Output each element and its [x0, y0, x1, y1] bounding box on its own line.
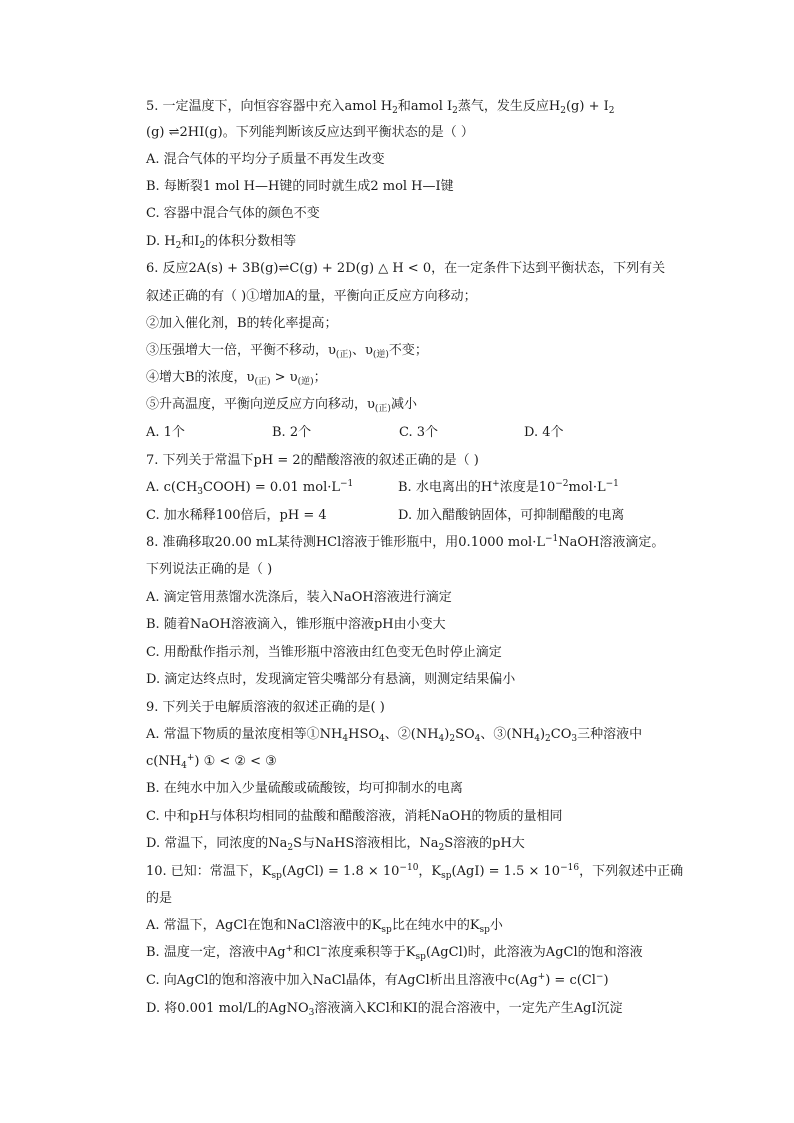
q7-option-b: B. 水电离出的H+浓度是$10^{-2}mol\cdot L^{-1}$: [398, 479, 619, 495]
q6-stem-line2: 叙述正确的有（ )①增加A的量，平衡向正反应方向移动；: [146, 289, 477, 304]
q10-stem-line1: 10. 已知：常温下，$K_{sp}(AgCl) = 1.8 \times 10^{-10}$，$K_{sp}(AgI) = 1.5 \times 10^{-16}$，下列叙述中正确: [146, 863, 684, 881]
q6-option-d: D. 4个: [524, 425, 564, 440]
q9-option-d: D. 常温下，同浓度的$Na_2S$与NaHS溶液相比，$Na_2S$溶液的pH大: [146, 836, 525, 853]
q10-stem-line2: 的是: [146, 891, 173, 906]
q6-item-3: ③压强增大一倍，平衡不移动，$\upsilon_{(正)}$、$\upsilon_{(逆)}$不变；: [146, 343, 428, 360]
q7-stem: 7. 下列关于常温下pH = 2的醋酸溶液的叙述正确的是（ ): [146, 453, 479, 468]
q6-item-5: ⑤升高温度，平衡向逆反应方向移动，$\upsilon_{(正)}$减小: [146, 397, 417, 414]
q5-option-d: D. $H_2$和$I_2$的体积分数相等: [146, 234, 297, 251]
q7-option-c: C. 加水稀释100倍后，pH = 4: [146, 508, 327, 523]
q9-stem: 9. 下列关于电解质溶液的叙述正确的是( ): [146, 700, 385, 715]
q10-option-d: D. 将0.001 mol/L的AgNO$_3$溶液滴入KCl和KI的混合溶液中，一定先产生AgI沉淀: [146, 1001, 623, 1018]
q8-option-d: D. 滴定达终点时，发现滴定管尖嘴部分有悬滴，则测定结果偏小: [146, 672, 516, 687]
q8-stem-line1: 8. 准确移取20.00 mL某待测HCl溶液于锥形瓶中，用0.1000 $mol\cdot L^{-1}NaOH$溶液滴定。: [146, 534, 665, 550]
q7-option-a: A. $c(CH_3COOH) = 0.01$ $mol\cdot L^{-1}$: [146, 479, 354, 497]
q5-option-b: B. 每断裂1 mol H—H键的同时就生成2 mol H—I键: [146, 179, 454, 194]
q8-stem-line2: 下列说法正确的是（ ): [146, 562, 273, 577]
q9-option-b: B. 在纯水中加入少量硫酸或硫酸铵，均可抑制水的电离: [146, 781, 463, 796]
q5-stem-line1: 5. 一定温度下，向恒容容器中充入amol $H_2$和amol $I_2$蒸气，发生反应$H_2(g) + I_2$: [146, 99, 615, 116]
q10-option-c: C. 向AgCl的饱和溶液中加入NaCl晶体，有AgCl析出且溶液中c(Ag+) = c(Cl−): [146, 972, 609, 988]
q10-option-b: B. 温度一定，溶液中Ag+和Cl−浓度乘积等于$K_{sp}(AgCl)$时，此溶液为AgCl的饱和溶液: [146, 944, 643, 962]
q5-option-a: A. 混合气体的平均分子质量不再发生改变: [146, 152, 385, 167]
q6-stem-line1: 6. 反应2A(s) + 3B(g)⇌C(g) + 2D(g) △ H < 0，在一定条件下达到平衡状态，下列有关: [146, 261, 666, 276]
q8-option-b: B. 随着NaOH溶液滴入，锥形瓶中溶液pH由小变大: [146, 617, 446, 632]
q6-option-a: A. 1个: [146, 425, 185, 440]
q5-stem-line2: (g) ⇌2HI(g)。下列能判断该反应达到平衡状态的是（ ）: [146, 125, 474, 140]
q9-option-a-line2: $c(NH_4^+)$ ① < ② < ③: [146, 753, 277, 771]
q6-option-c: C. 3个: [399, 425, 439, 440]
q8-option-c: C. 用酚酞作指示剂，当锥形瓶中溶液由红色变无色时停止滴定: [146, 645, 502, 660]
q10-option-a: A. 常温下，AgCl在饱和NaCl溶液中的$K_{sp}$比在纯水中的$K_{sp}$小: [146, 918, 503, 935]
q6-item-4: ④增大B的浓度，$\upsilon_{(正)} > \upsilon_{(逆)}$；: [146, 370, 327, 387]
q6-option-b: B. 2个: [272, 425, 312, 440]
q9-option-a-line1: A. 常温下物质的量浓度相等$①NH_4HSO_4$、$②(NH_4)_2SO_4$、$③(NH_4)_2CO_3$三种溶液中: [146, 727, 643, 744]
q7-option-d: D. 加入醋酸钠固体，可抑制醋酸的电离: [398, 508, 625, 523]
q6-item-2: ②加入催化剂，B的转化率提高；: [146, 316, 338, 331]
q8-option-a: A. 滴定管用蒸馏水洗涤后，装入NaOH溶液进行滴定: [146, 590, 452, 605]
q5-option-c: C. 容器中混合气体的颜色不变: [146, 206, 320, 221]
q9-option-c: C. 中和pH与体积均相同的盐酸和醋酸溶液，消耗NaOH的物质的量相同: [146, 809, 563, 824]
